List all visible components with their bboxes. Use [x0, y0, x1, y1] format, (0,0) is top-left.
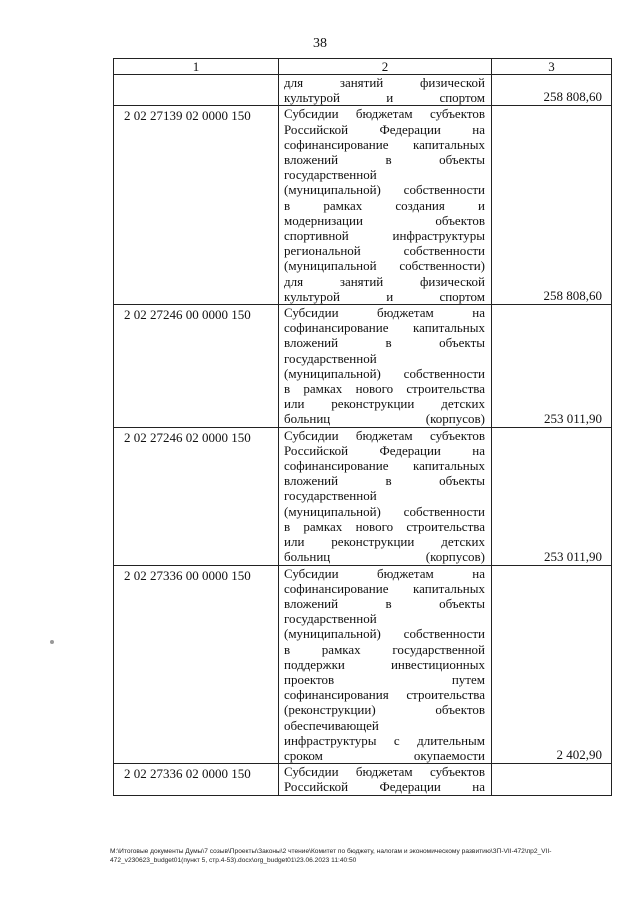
- amount-cell: [492, 764, 612, 795]
- description-cell: [279, 106, 492, 305]
- description-line: (муниципальной) собственности: [284, 365, 485, 381]
- description-line: в рамках нового строительства: [284, 381, 485, 397]
- description-line: модернизации объектов: [284, 212, 485, 228]
- column-header-2: 2: [279, 59, 492, 75]
- description-line: Субсидии бюджетам субъектов: [284, 427, 485, 443]
- amount-cell: 2 402,90: [492, 565, 612, 764]
- description-line: вложений в объекты: [284, 473, 485, 489]
- footer-path-line-1: М:\Итоговые документы Думы\7 созыв\Проекты\Законы\2 чтение\Комитет по бюджету, налогам и экономическому развитию\ЗП-VII-472\пр2_VII-: [110, 848, 552, 855]
- description-line: культурой и спортом: [284, 288, 485, 304]
- amount-cell: 258 808,60: [492, 75, 612, 106]
- description-line: или реконструкции детских: [284, 396, 485, 412]
- description-line: Субсидии бюджетам субъектов: [284, 106, 485, 122]
- description-line: (муниципальной собственности): [284, 258, 485, 274]
- description-line: (реконструкции) объектов: [284, 702, 485, 718]
- revenue-code-cell: 2 02 27246 02 0000 150: [114, 427, 279, 565]
- amount-cell: 253 011,90: [492, 305, 612, 428]
- description-line: вложений в объекты: [284, 152, 485, 168]
- revenue-code-cell: 2 02 27139 02 0000 150: [114, 106, 279, 305]
- column-header-1: 1: [114, 59, 279, 75]
- description-line: инфраструктуры с длительным: [284, 732, 485, 748]
- description-line: софинансирования строительства: [284, 687, 485, 703]
- amount-cell: 258 808,60: [492, 106, 612, 305]
- description-line: Российской Федерации на: [284, 442, 485, 458]
- description-line: (муниципальной) собственности: [284, 626, 485, 642]
- description-line: софинансирование капитальных: [284, 458, 485, 474]
- description-line: государственной: [284, 611, 377, 627]
- description-line: Российской Федерации на: [284, 121, 485, 137]
- description-line: больниц (корпусов): [284, 411, 485, 427]
- description-line: проектов путем: [284, 671, 485, 687]
- description-cell: [279, 565, 492, 764]
- table-row: [114, 427, 612, 565]
- page-number: 38: [313, 36, 327, 51]
- description-line: Субсидии бюджетам субъектов: [284, 764, 485, 780]
- description-line: (муниципальной) собственности: [284, 503, 485, 519]
- scan-dot: [50, 640, 54, 644]
- table-row: [114, 764, 612, 795]
- description-line: софинансирование капитальных: [284, 136, 485, 152]
- table-header-row: [114, 59, 612, 75]
- description-line: спортивной инфраструктуры: [284, 228, 485, 244]
- revenue-code-cell: 2 02 27336 00 0000 150: [114, 565, 279, 764]
- description-line: Российской Федерации на: [284, 779, 485, 795]
- description-line: государственной: [284, 488, 377, 504]
- description-line: софинансирование капитальных: [284, 580, 485, 596]
- description-line: Субсидии бюджетам на: [284, 305, 485, 321]
- amount-cell: 253 011,90: [492, 427, 612, 565]
- revenue-code-cell: 2 02 27336 02 0000 150: [114, 764, 279, 795]
- description-line: региональной собственности: [284, 243, 485, 259]
- table-row: [114, 106, 612, 305]
- description-line: софинансирование капитальных: [284, 320, 485, 336]
- description-line: в рамках нового строительства: [284, 518, 485, 534]
- table-row: [114, 305, 612, 428]
- description-line: больниц (корпусов): [284, 549, 485, 565]
- description-line: обеспечивающей: [284, 717, 379, 733]
- description-cell: [279, 305, 492, 428]
- description-line: для занятий физической: [284, 273, 485, 289]
- description-cell: [279, 75, 492, 106]
- description-cell: [279, 427, 492, 565]
- description-line: или реконструкции детских: [284, 534, 485, 550]
- revenue-code-cell: 2 02 27246 00 0000 150: [114, 305, 279, 428]
- description-line: культурой и спортом: [284, 90, 485, 106]
- table-row: [114, 75, 612, 106]
- description-line: государственной: [284, 167, 377, 183]
- description-line: сроком окупаемости: [284, 747, 485, 763]
- revenue-code-cell: [114, 75, 279, 106]
- footer-path-line-2: 472_v230623_budget01(пункт 5, стр.4-53).docx\org_budget01\23.06.2023 11:40:50: [110, 857, 357, 864]
- description-line: государственной: [284, 350, 377, 366]
- description-line: вложений в объекты: [284, 595, 485, 611]
- table-body: [114, 75, 612, 796]
- description-line: для занятий физической: [284, 75, 485, 90]
- description-line: Субсидии бюджетам на: [284, 565, 485, 581]
- column-header-3: 3: [492, 59, 612, 75]
- description-line: поддержки инвестиционных: [284, 656, 485, 672]
- file-path-footer: [110, 847, 618, 865]
- description-line: в рамках государственной: [284, 641, 485, 657]
- description-line: вложений в объекты: [284, 335, 485, 351]
- table-row: [114, 565, 612, 764]
- revenue-table: [113, 58, 612, 796]
- description-cell: [279, 764, 492, 795]
- description-line: (муниципальной) собственности: [284, 182, 485, 198]
- description-line: в рамках создания и: [284, 197, 485, 213]
